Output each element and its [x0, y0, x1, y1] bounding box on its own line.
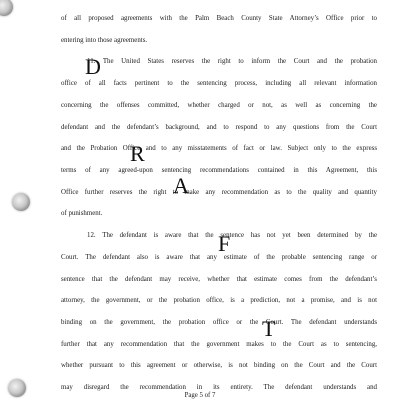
body-line: sentence that the defendant may receive, whether that estimate comes from the defendant’s [61, 275, 377, 283]
body-line: of all proposed agreements with the Palm Beach County State Attorney’s Office prior to [61, 15, 377, 22]
body-line: entering into those agreements. [61, 36, 148, 44]
draft-watermark-letter: R [130, 141, 145, 166]
page-number: Page 5 of 7 [184, 392, 216, 399]
body-line: concerning the offenses committed, whether charged or not, as well as concerning the [61, 101, 377, 109]
body-line: 11. The United States reserves the right to inform the Court and the probation [87, 58, 377, 66]
body-line: and the Probation Office and to any misstatements of fact or law. Subject only to the express [61, 145, 377, 153]
draft-watermark-letter: T [262, 316, 276, 341]
body-line: Court. The defendant also is aware that any estimate of the probable sentencing range or [61, 253, 377, 261]
body-line: Office further reserves the right to make any recommendation as to the quality and quantity [61, 188, 377, 196]
body-line: office of all facts pertinent to the sentencing process, including all relevant information [61, 80, 377, 88]
body-line: attorney, the government, or the probation office, is a prediction, not a promise, and is not [61, 297, 377, 305]
body-line: of punishment. [61, 210, 103, 218]
draft-watermark-letter: A [173, 173, 189, 198]
binder-hole-top [0, 0, 13, 16]
draft-watermark-letter: F [218, 231, 231, 256]
body-line: further that any recommendation that the government makes to the Court as to sentencing, [61, 340, 377, 348]
body-line: may disregard the recommendation in its entirety. The defendant understands and [61, 384, 377, 391]
body-line: binding on the government, the probation office or the Court. The defendant understands [61, 318, 377, 326]
body-line: defendant and the defendant’s background, and to respond to any questions from the Court [61, 123, 377, 131]
body-line: whether pursuant to this agreement or otherwise, is not binding on the Court and the Court [61, 362, 377, 370]
body-line: terms of any agreed-upon sentencing recommendations contained in this Agreement, this [61, 166, 377, 174]
body-line: 12. The defendant is aware that the sentence has not yet been determined by the [87, 232, 377, 240]
binder-hole-middle [12, 193, 30, 211]
draft-watermark-letter: D [85, 54, 101, 79]
